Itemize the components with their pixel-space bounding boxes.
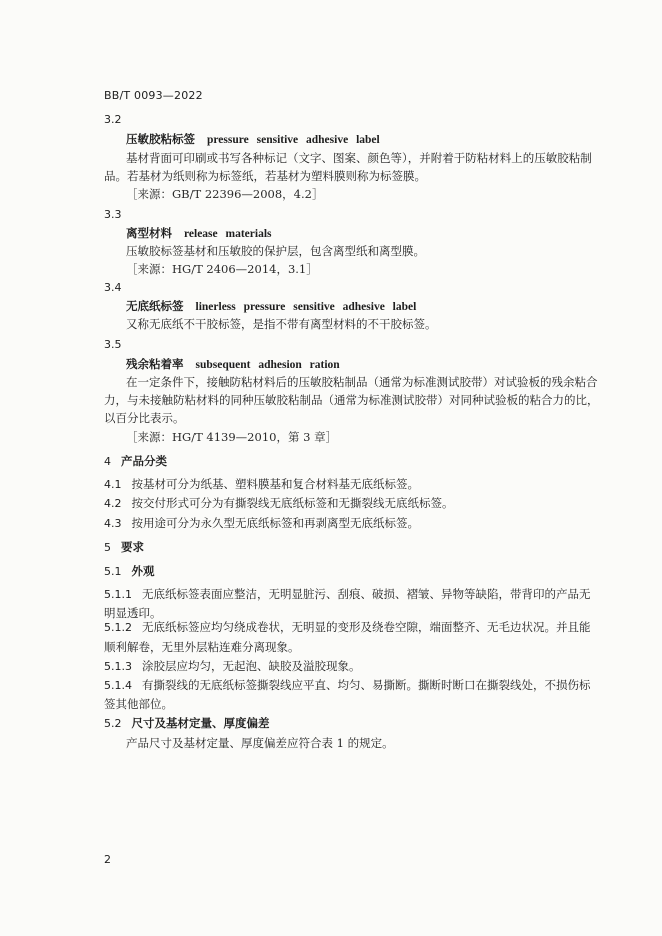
continuation-line: 顺利解卷，无里外层粘连难分离现象。: [104, 640, 300, 654]
clause-number-3-2: 3.2: [104, 113, 122, 126]
section-title: 产品分类: [121, 454, 167, 468]
clause-number-3-5: 3.5: [104, 338, 122, 351]
section-number: 4: [104, 455, 111, 468]
term-en: release materials: [184, 228, 272, 240]
definition-line: 品。若基材为纸则称为标签纸，若基材为塑料膜则称为标签膜。: [104, 169, 426, 183]
section-title: 外观: [131, 564, 155, 578]
item-number: 4.2: [104, 497, 122, 510]
term-3-3: [126, 226, 272, 241]
item-number: 5.1.1: [104, 588, 132, 601]
list-item: [104, 516, 419, 531]
definition-line: 在一定条件下，接触防粘材料后的压敏胶粘制品（通常为标准测试胶带）对试验板的残余粘合: [126, 375, 598, 389]
term-zh: 离型材料: [126, 226, 172, 240]
section-number: 5: [104, 541, 111, 554]
clause-number-3-3: 3.3: [104, 208, 122, 221]
item-text: 无底纸标签应均匀绕成卷状，无明显的变形及绕卷空隙，端面整齐、无毛边状况。并且能: [142, 620, 591, 634]
source-reference: ［来源：HG/T 2406—2014，3.1］: [126, 262, 318, 276]
item-text: 无底纸标签表面应整洁，无明显脏污、刮痕、破损、褶皱、异物等缺陷，带背印的产品无: [142, 587, 591, 601]
source-reference: ［来源：HG/T 4139—2010，第 3 章］: [126, 430, 338, 444]
section-heading-4: [104, 454, 167, 469]
item-number: 5.1.4: [104, 679, 132, 692]
term-en: subsequent adhesion ration: [195, 359, 340, 371]
section-number: 5.1: [104, 565, 122, 578]
term-zh: 压敏胶粘标签: [126, 132, 195, 146]
item-text: 按交付形式可分为有撕裂线无底纸标签和无撕裂线无底纸标签。: [131, 496, 454, 510]
section-title: 尺寸及基材定量、厚度偏差: [131, 716, 270, 730]
subsection-heading-5-2: [104, 716, 270, 731]
section-number: 5.2: [104, 717, 122, 730]
item-text: 有撕裂线的无底纸标签撕裂线应平直、均匀、易撕断。撕断时断口在撕裂线处，不损伤标: [142, 678, 591, 692]
clause-5-1-1: [104, 587, 591, 602]
item-text: 按用途可分为永久型无底纸标签和再剥离型无底纸标签。: [131, 516, 419, 530]
item-number: 4.1: [104, 478, 122, 491]
term-zh: 残余粘着率: [126, 357, 184, 371]
section-title: 要求: [121, 540, 144, 554]
item-text: 涂胶层应均匀，无起泡、缺胶及溢胶现象。: [142, 659, 361, 673]
definition-line: 力，与未接触防粘材料的同种压敏胶粘制品（通常为标准测试胶带）对同种试验板的粘合力的比，: [104, 393, 599, 407]
list-item: [104, 496, 454, 511]
clause-number-3-4: 3.4: [104, 281, 122, 294]
term-3-5: [126, 357, 340, 372]
paragraph-line: 产品尺寸及基材定量、厚度偏差应符合表 1 的规定。: [126, 736, 394, 750]
subsection-heading-5-1: [104, 564, 155, 579]
continuation-line: 签其他部位。: [104, 697, 173, 711]
term-3-2: [126, 132, 380, 147]
item-number: 5.1.3: [104, 660, 132, 673]
item-text: 按基材可分为纸基、塑料膜基和复合材料基无底纸标签。: [131, 477, 419, 491]
page-number: 2: [104, 853, 111, 866]
standard-header: BB/T 0093—2022: [104, 89, 203, 102]
item-number: 4.3: [104, 517, 122, 530]
continuation-line: 明显透印。: [104, 606, 162, 620]
definition-line: 以百分比表示。: [104, 411, 185, 425]
clause-5-1-4: [104, 678, 591, 693]
clause-5-1-3: [104, 659, 361, 674]
section-heading-5: [104, 540, 144, 555]
term-en: pressure sensitive adhesive label: [207, 134, 380, 146]
definition-line: 压敏胶标签基材和压敏胶的保护层，包含离型纸和离型膜。: [126, 244, 425, 258]
source-reference: ［来源：GB/T 22396—2008，4.2］: [126, 187, 324, 201]
definition-line: 又称无底纸不干胶标签，是指不带有离型材料的不干胶标签。: [126, 317, 437, 331]
term-zh: 无底纸标签: [126, 299, 184, 313]
term-en: linerless pressure sensitive adhesive label: [195, 301, 417, 313]
definition-line: 基材背面可印刷或书写各种标记（文字、图案、颜色等），并附着于防粘材料上的压敏胶粘制: [126, 151, 592, 165]
term-3-4: [126, 299, 416, 314]
clause-5-1-2: [104, 620, 591, 635]
item-number: 5.1.2: [104, 621, 132, 634]
list-item: [104, 477, 419, 492]
